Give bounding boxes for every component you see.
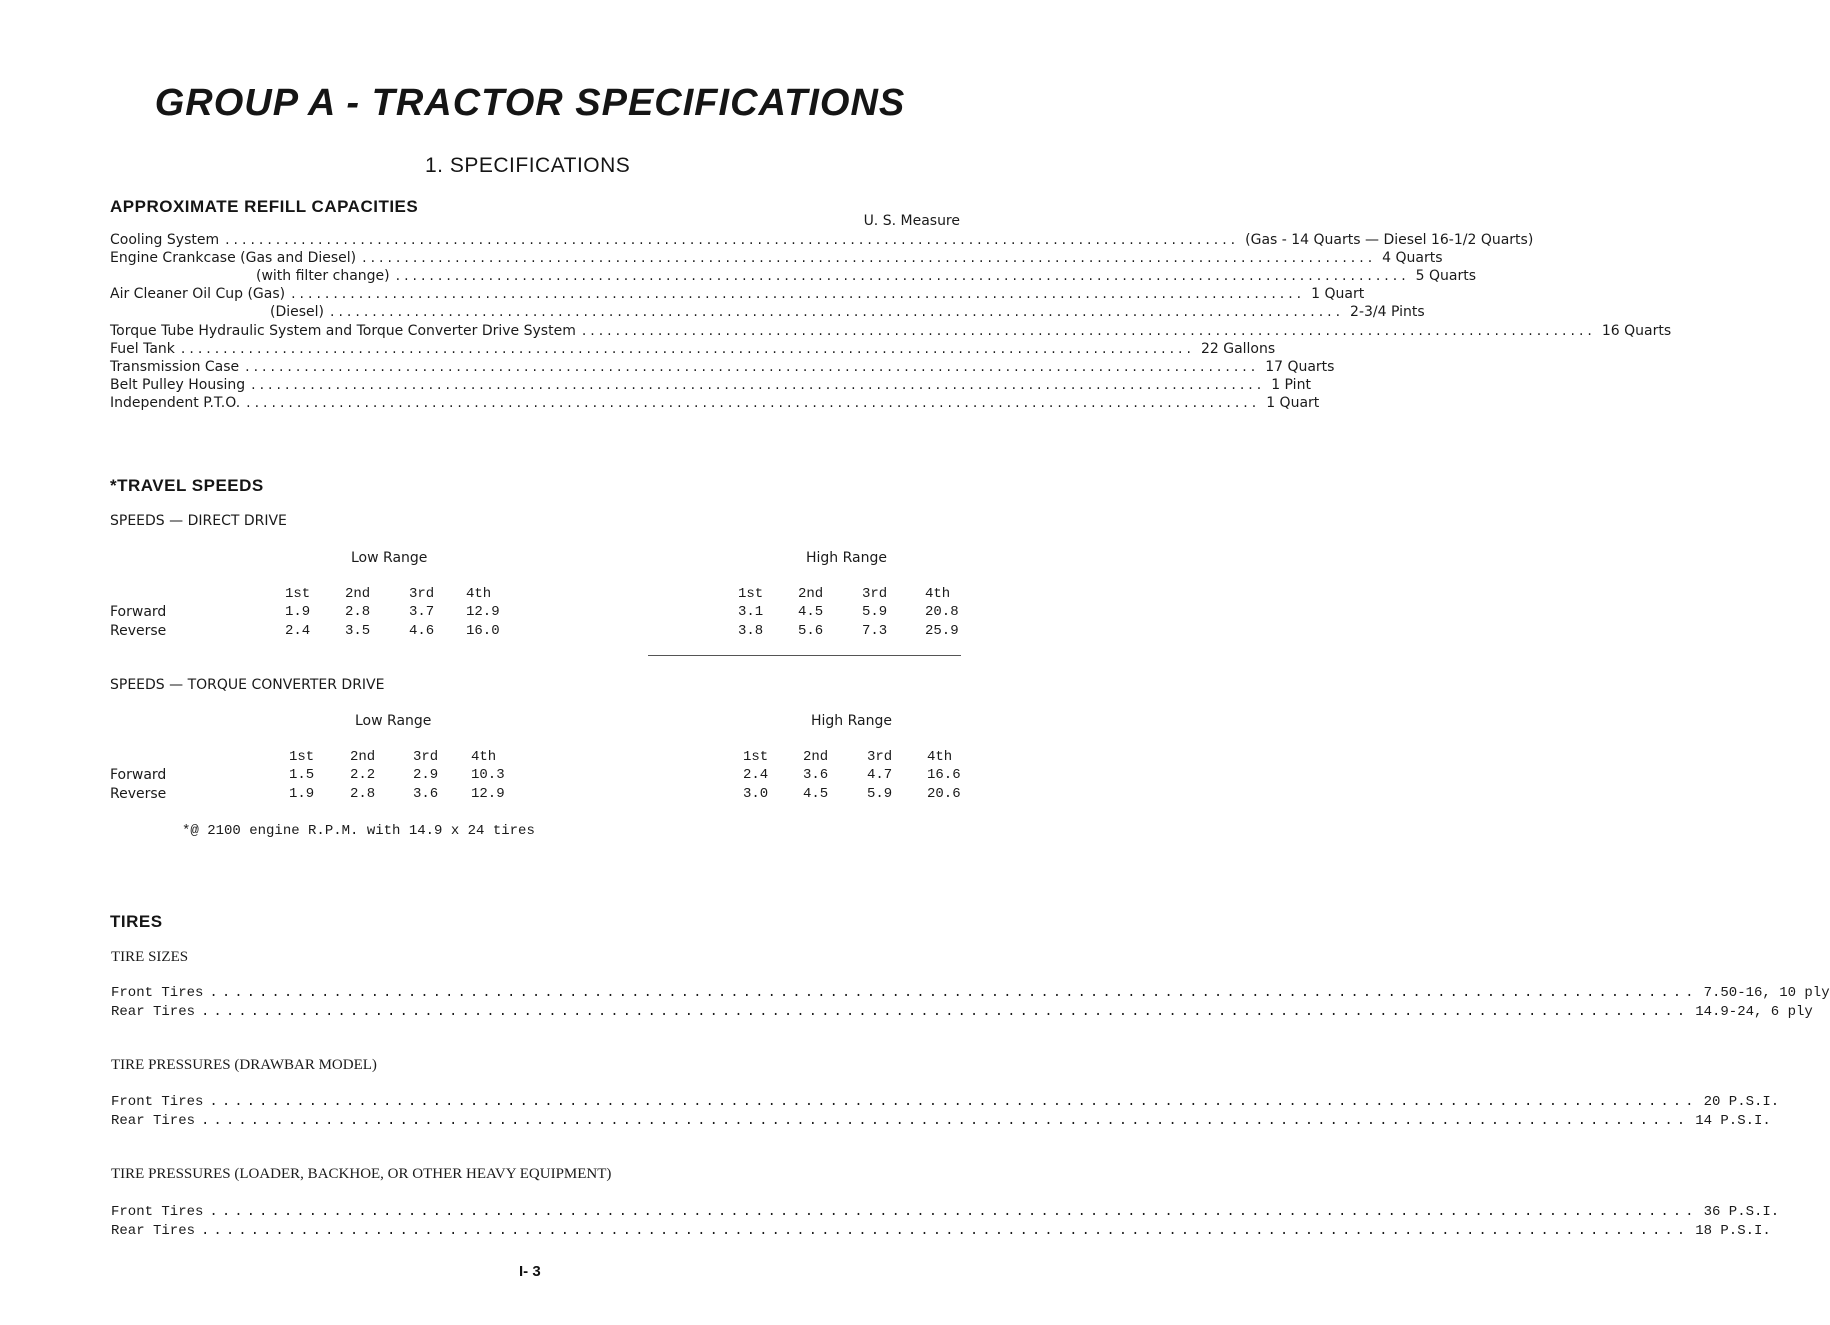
spec-row xyxy=(111,985,1830,1003)
spec-label: Rear Tires xyxy=(111,1222,196,1239)
spec-label: Belt Pulley Housing xyxy=(110,376,246,393)
spec-value: 36 P.S.I. xyxy=(1703,1204,1780,1220)
spec-value: 1 Quart xyxy=(1311,286,1365,303)
tire-pressures-drawbar-label: TIRE PRESSURES (DRAWBAR MODEL) xyxy=(111,1057,377,1073)
dot-leader: ........................................................................................................................ xyxy=(201,1003,1690,1020)
speed-row-label: Reverse xyxy=(110,785,167,802)
speed-row-label: Forward xyxy=(110,767,167,783)
speed-value: 4.5 xyxy=(803,785,829,802)
speed-value: 3.0 xyxy=(743,785,769,802)
spec-row xyxy=(256,268,1477,286)
speed-value: 20.8 xyxy=(925,604,959,620)
spec-row xyxy=(110,340,1276,359)
gear-header: 4th xyxy=(471,749,497,765)
speed-value: 12.9 xyxy=(466,604,500,620)
dot-leader: ........................................................................................................................ xyxy=(209,1204,1698,1220)
spec-label: Transmission Case xyxy=(110,358,240,375)
spec-value: 1 Quart xyxy=(1266,394,1320,411)
speed-value: 2.4 xyxy=(285,622,311,639)
spec-value: 1 Pint xyxy=(1271,376,1311,393)
spec-row xyxy=(111,1222,1771,1241)
speed-value: 12.9 xyxy=(471,785,505,802)
spec-label: Rear Tires xyxy=(111,1003,196,1020)
speed-value: 1.9 xyxy=(285,604,311,620)
gear-header: 3rd xyxy=(409,586,435,602)
section-title: 1. SPECIFICATIONS xyxy=(425,154,631,177)
spec-label: Fuel Tank xyxy=(110,340,175,357)
gear-header: 1st xyxy=(743,749,769,765)
spec-value: 5 Quarts xyxy=(1415,268,1477,285)
spec-value: 4 Quarts xyxy=(1382,250,1443,267)
spec-label: Rear Tires xyxy=(111,1112,196,1129)
dot-leader: ........................................................................................................................ xyxy=(245,358,1260,375)
direct-low-range-label: Low Range xyxy=(351,550,428,566)
dot-leader: ........................................................................................................................ xyxy=(225,232,1240,248)
torque-drive-label: SPEEDS — TORQUE CONVERTER DRIVE xyxy=(110,677,385,693)
gear-header: 3rd xyxy=(867,749,893,765)
spec-value: 20 P.S.I. xyxy=(1703,1094,1780,1110)
spec-label: Front Tires xyxy=(111,1094,204,1110)
dot-leader: ........................................................................................................................ xyxy=(209,1094,1698,1110)
spec-label: (with filter change) xyxy=(256,268,390,285)
spec-row xyxy=(110,376,1311,395)
torque-low-range-label: Low Range xyxy=(355,713,432,729)
speed-value: 2.8 xyxy=(345,604,371,620)
spec-label: (Diesel) xyxy=(270,304,325,321)
speed-value: 16.6 xyxy=(927,767,961,783)
speed-value: 5.6 xyxy=(798,622,824,639)
dot-leader: ........................................................................................................................ xyxy=(581,322,1596,339)
dot-leader: ........................................................................................................................ xyxy=(201,1112,1690,1129)
spec-row xyxy=(111,1003,1813,1022)
spec-row xyxy=(110,394,1320,413)
speed-value: 4.7 xyxy=(867,767,893,783)
speed-value: 2.8 xyxy=(350,785,376,802)
speed-value: 5.9 xyxy=(867,785,893,802)
speed-value: 10.3 xyxy=(471,767,505,783)
speed-value: 2.4 xyxy=(743,767,769,783)
gear-header: 2nd xyxy=(798,586,824,602)
gear-header: 1st xyxy=(289,749,315,765)
speed-value: 3.5 xyxy=(345,622,371,639)
spec-row xyxy=(111,1094,1780,1112)
spec-label: Independent P.T.O. xyxy=(110,394,241,411)
refill-heading: APPROXIMATE REFILL CAPACITIES xyxy=(110,197,419,216)
speed-value: 3.6 xyxy=(413,785,439,802)
spec-label: Engine Crankcase (Gas and Diesel) xyxy=(110,250,357,267)
spec-value: 16 Quarts xyxy=(1601,322,1672,339)
dot-leader: ........................................................................................................................ xyxy=(330,304,1345,321)
gear-header: 4th xyxy=(927,749,953,765)
dot-leader: ........................................................................................................................ xyxy=(180,340,1195,357)
spec-value: 17 Quarts xyxy=(1265,358,1335,375)
spec-value: 14 P.S.I. xyxy=(1695,1112,1771,1129)
direct-drive-label: SPEEDS — DIRECT DRIVE xyxy=(110,513,287,529)
spec-row xyxy=(110,286,1365,304)
spec-row xyxy=(110,358,1335,377)
spec-row xyxy=(111,1204,1780,1222)
measure-label: U. S. Measure xyxy=(863,213,960,229)
spec-row xyxy=(110,250,1443,268)
gear-header: 2nd xyxy=(803,749,829,765)
page-title: GROUP A - TRACTOR SPECIFICATIONS xyxy=(154,82,906,124)
spec-row xyxy=(110,322,1672,341)
page-number: I- 3 xyxy=(519,1263,541,1280)
speed-row-label: Reverse xyxy=(110,622,167,639)
spec-value: 22 Gallons xyxy=(1200,340,1276,357)
dot-leader: ........................................................................................................................ xyxy=(251,376,1266,393)
speed-value: 2.9 xyxy=(413,767,439,783)
spec-value: 7.50-16, 10 ply xyxy=(1703,985,1830,1001)
dot-leader: ........................................................................................................................ xyxy=(201,1222,1690,1239)
gear-header: 1st xyxy=(738,586,764,602)
dot-leader: ........................................................................................................................ xyxy=(246,394,1261,411)
tires-heading: TIRES xyxy=(110,912,163,931)
speed-value: 1.5 xyxy=(289,767,315,783)
speed-row-label: Forward xyxy=(110,604,167,620)
divider-line xyxy=(648,655,961,656)
spec-label: Cooling System xyxy=(110,232,220,248)
dot-leader: ........................................................................................................................ xyxy=(395,268,1410,285)
spec-value: 18 P.S.I. xyxy=(1695,1222,1771,1239)
direct-high-range-label: High Range xyxy=(806,550,887,566)
gear-header: 4th xyxy=(925,586,951,602)
speed-value: 2.2 xyxy=(350,767,376,783)
speed-value: 25.9 xyxy=(925,622,959,639)
speed-value: 5.9 xyxy=(862,604,888,620)
gear-header: 2nd xyxy=(345,586,371,602)
torque-high-range-label: High Range xyxy=(811,713,892,729)
travel-heading: *TRAVEL SPEEDS xyxy=(110,476,264,495)
speed-value: 3.6 xyxy=(803,767,829,783)
spec-row xyxy=(270,304,1425,322)
dot-leader: ........................................................................................................................ xyxy=(362,250,1377,267)
dot-leader: ........................................................................................................................ xyxy=(209,985,1698,1001)
tire-pressures-heavy-label: TIRE PRESSURES (LOADER, BACKHOE, OR OTHER HEAVY EQUIPMENT) xyxy=(111,1166,612,1182)
gear-header: 1st xyxy=(285,586,311,602)
gear-header: 4th xyxy=(466,586,492,602)
spec-label: Torque Tube Hydraulic System and Torque Converter Drive System xyxy=(110,322,576,339)
gear-header: 2nd xyxy=(350,749,376,765)
speed-value: 20.6 xyxy=(927,785,961,802)
speed-value: 7.3 xyxy=(862,622,888,639)
gear-header: 3rd xyxy=(862,586,888,602)
spec-value: 2-3/4 Pints xyxy=(1350,304,1425,321)
speed-value: 4.5 xyxy=(798,604,824,620)
tire-sizes-label: TIRE SIZES xyxy=(111,949,189,965)
speed-value: 3.7 xyxy=(409,604,435,620)
speed-value: 4.6 xyxy=(409,622,435,639)
gear-header: 3rd xyxy=(413,749,439,765)
speed-value: 3.8 xyxy=(738,622,764,639)
spec-row xyxy=(110,232,1534,250)
spec-value: (Gas - 14 Quarts — Diesel 16-1/2 Quarts) xyxy=(1245,232,1534,248)
spec-value: 14.9-24, 6 ply xyxy=(1695,1003,1813,1020)
spec-label: Front Tires xyxy=(111,985,204,1001)
speed-value: 3.1 xyxy=(738,604,764,620)
speed-value: 1.9 xyxy=(289,785,315,802)
spec-label: Air Cleaner Oil Cup (Gas) xyxy=(110,286,286,303)
spec-label: Front Tires xyxy=(111,1204,204,1220)
dot-leader: ........................................................................................................................ xyxy=(291,286,1306,303)
speed-value: 16.0 xyxy=(466,622,500,639)
spec-row xyxy=(111,1112,1771,1131)
speed-footnote: *@ 2100 engine R.P.M. with 14.9 x 24 tires xyxy=(182,823,535,839)
